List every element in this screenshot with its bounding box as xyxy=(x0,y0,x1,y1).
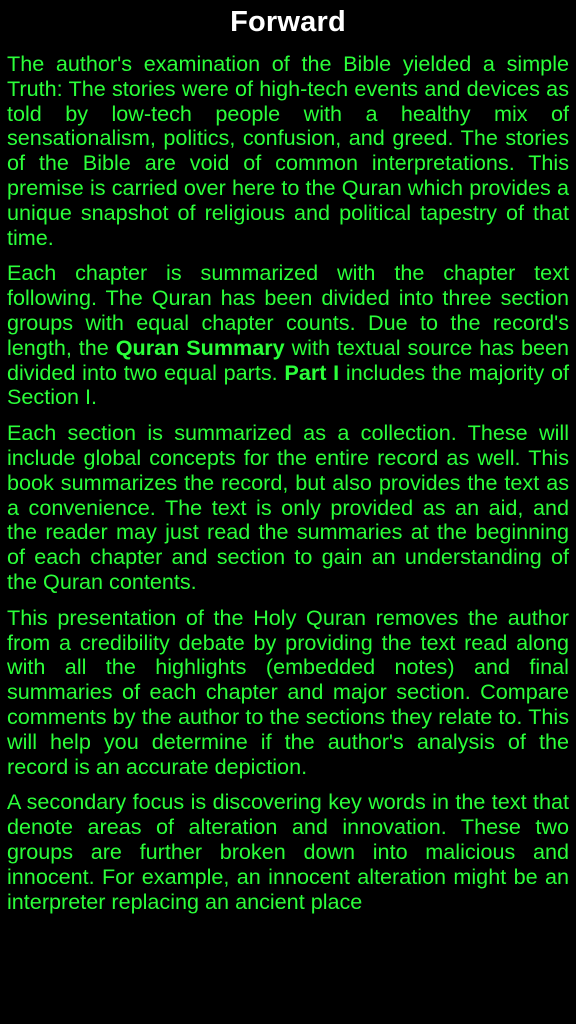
quran-summary-bold: Quran Summary xyxy=(115,334,285,360)
paragraph-5: A secondary focus is discovering key words in the text that denote areas of alteration and innovation. These two groups are further broken down into malicious and innocent. For example, an innocent alteration might be an interpreter replacing an ancient place xyxy=(7,789,569,914)
paragraph-2-text-d: includes the majority of Section I. xyxy=(7,359,570,410)
paragraph-2-text-c: with textual source has been divided into two equal parts. xyxy=(7,334,569,385)
page-title: Forward xyxy=(230,6,346,38)
paragraph-2 xyxy=(7,261,569,410)
paragraph-1: The author's examination of the Bible yielded a simple Truth: The stories were of high-tech events and devices as told by low-tech people with a healthy mix of sensationalism, politics, confusion, and greed. The stories of the Bible are void of common interpretations. This premise is carried over here to the Quran which provides a unique snapshot of religious and political tapestry of that time. xyxy=(7,51,569,250)
paragraph-4: This presentation of the Holy Quran removes the author from a credibility debate by providing the text read along with all the highlights (embedded notes) and final summaries of each chapter and major section. Compare comments by the author to the sections they relate to. This will help you determine if the author's analysis of the record is an accurate depiction. xyxy=(7,604,569,779)
paragraph-3: Each section is summarized as a collection. These will include global concepts for the entire record as well. This book summarizes the record, but also provides the text as a convenience. The text is only provided as an aid, and the reader may just read the summaries at the beginning of each chapter and section to gain an understanding of the Quran contents. xyxy=(7,420,569,594)
paragraph-2-text-a: Each chapter is summarized with the chapter text following. The Quran has been divided into three section groups with equal chapter counts. Due to the record's length, the xyxy=(7,260,569,360)
part-one-bold: Part I xyxy=(284,359,340,385)
